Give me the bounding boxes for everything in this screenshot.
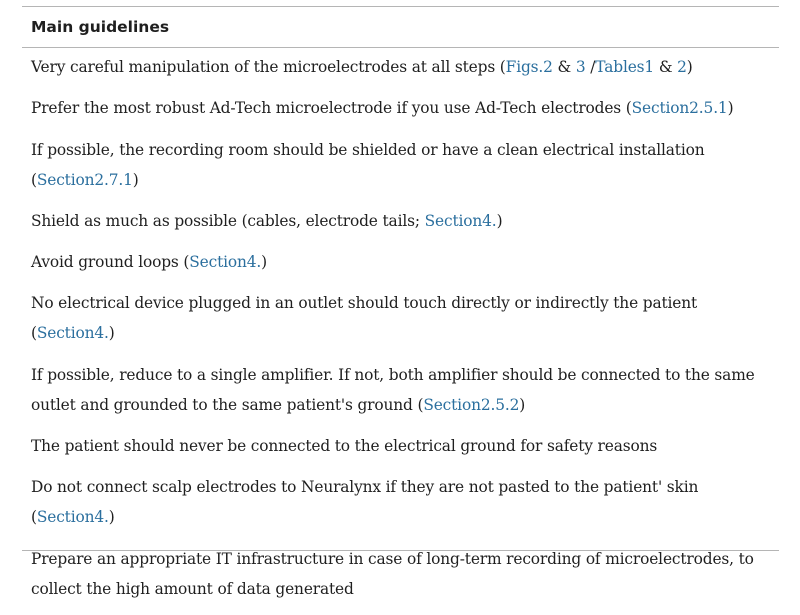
section-link[interactable]: Section4.	[424, 211, 497, 230]
row-text-end: )	[727, 99, 734, 118]
table-link[interactable]: Tables1	[595, 58, 655, 76]
section-link[interactable]: Section2.7.1	[36, 170, 133, 189]
separator: &	[654, 58, 678, 76]
section-link[interactable]: Section2.5.2	[423, 395, 520, 414]
section-link[interactable]: Section2.5.1	[631, 99, 728, 118]
figure-link[interactable]: 3	[575, 58, 586, 76]
row-text: The patient should never be connected to the electrical ground for safety reasons	[31, 437, 658, 456]
row-text: Avoid ground loops (	[31, 253, 190, 272]
separator: /	[585, 58, 596, 76]
table-row	[22, 544, 779, 604]
row-text-end: )	[519, 395, 526, 414]
row-text: If possible, reduce to a single amplifier. If not, both amplifier should be connected to the same outlet and grounded to the same patient's ground (	[31, 365, 755, 414]
table-row	[22, 135, 779, 195]
row-text: Prefer the most robust Ad-Tech microelectrode if you use Ad-Tech electrodes (	[31, 99, 632, 118]
row-text: Prepare an appropriate IT infrastructure in case of long-term recording of microelectrodes, to collect the high amount of data generated	[31, 549, 754, 598]
section-link[interactable]: Section4.	[36, 324, 109, 343]
row-text-end: )	[261, 253, 268, 272]
row-text: Do not connect scalp electrodes to Neuralynx if they are not pasted to the patient' skin (	[31, 478, 699, 527]
table-row	[22, 472, 779, 532]
bottom-rule	[22, 550, 779, 551]
row-text-end: )	[496, 211, 503, 230]
figure-link[interactable]: Figs.2	[505, 58, 553, 76]
row-text: Shield as much as possible (cables, electrode tails;	[31, 211, 425, 230]
guidelines-table	[22, 6, 779, 615]
separator: &	[552, 58, 576, 76]
table-body	[22, 48, 779, 604]
table-row	[22, 360, 779, 420]
row-text: No electrical device plugged in an outlet should touch directly or indirectly the patient (	[31, 294, 698, 343]
row-text: Very careful manipulation of the microelectrodes at all steps (	[31, 58, 506, 76]
table-row	[22, 93, 779, 123]
row-text: If possible, the recording room should be shielded or have a clean electrical installation (	[31, 140, 705, 189]
table-row	[22, 206, 779, 236]
table-row	[22, 288, 779, 348]
section-link[interactable]: Section4.	[189, 253, 262, 272]
row-text-end: )	[108, 508, 115, 527]
table-header: Main guidelines	[22, 7, 779, 48]
table-row	[22, 52, 779, 82]
row-text-end: )	[686, 58, 693, 76]
table-link[interactable]: 2	[677, 58, 687, 76]
table-row	[22, 431, 779, 461]
row-text-end: )	[132, 170, 139, 189]
row-text-end: )	[108, 324, 115, 343]
table-row	[22, 247, 779, 277]
section-link[interactable]: Section4.	[36, 508, 109, 527]
